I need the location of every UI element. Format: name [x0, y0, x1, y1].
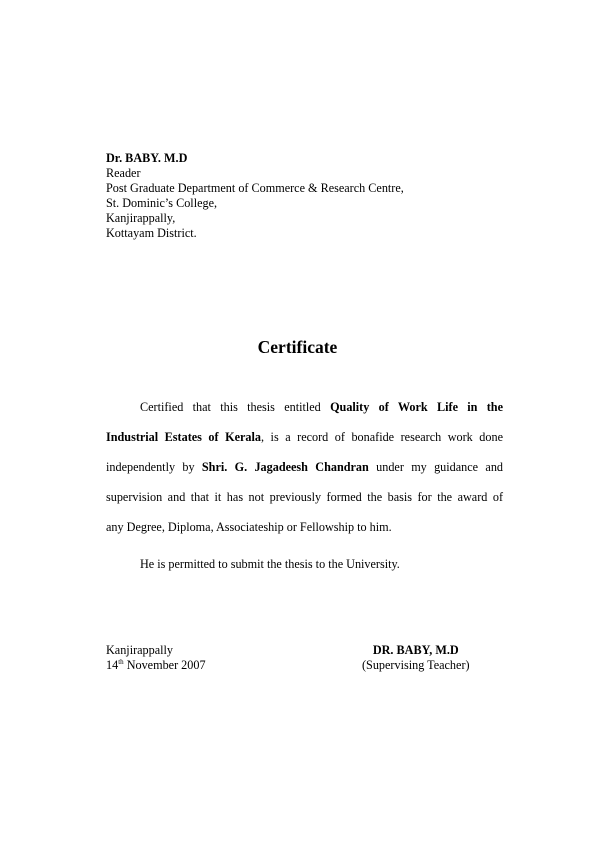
body-line-4: supervision and that it has not previously formed the basis for the award of	[106, 490, 503, 504]
signing-place: Kanjirappally	[106, 643, 174, 657]
body-text-segment: , is a record of bonafide research work done	[260, 430, 503, 444]
date-suffix: th	[118, 658, 124, 666]
date-month-year: November 2007	[123, 658, 206, 672]
signatory-block	[362, 643, 470, 673]
body-text-segment: under my guidance and	[376, 460, 504, 474]
signing-date	[106, 658, 206, 673]
body-line-1	[106, 392, 503, 422]
certificate-title: Certificate	[257, 337, 338, 357]
author-designation: Reader	[106, 166, 141, 180]
author-place: Kanjirappally,	[106, 211, 176, 225]
body-line-5: any Degree, Diploma, Associateship or Fellowship to him.	[106, 520, 392, 534]
signatory-role: (Supervising Teacher)	[362, 658, 470, 672]
signatory-name: DR. BABY, M.D	[372, 643, 459, 657]
body-text-segment: Certified that this thesis entitled	[140, 400, 321, 414]
certificate-body	[106, 392, 503, 542]
date-day: 14	[106, 658, 119, 672]
body-line-2	[106, 422, 503, 452]
body-text-segment: independently by	[106, 460, 195, 474]
author-address-block	[106, 151, 404, 241]
thesis-title-part-1: Quality of Work Life in the	[330, 400, 503, 414]
place-date-block	[106, 643, 206, 673]
body-line-3	[106, 452, 503, 482]
thesis-title-part-2: Industrial Estates of Kerala	[106, 430, 261, 444]
author-name: Dr. BABY. M.D	[106, 151, 188, 165]
author-college: St. Dominic’s College,	[106, 196, 218, 210]
author-district: Kottayam District.	[106, 226, 197, 240]
permission-statement: He is permitted to submit the thesis to the University.	[140, 557, 400, 571]
candidate-name: Shri. G. Jagadeesh Chandran	[201, 460, 369, 474]
author-department: Post Graduate Department of Commerce & Research Centre,	[106, 181, 404, 195]
